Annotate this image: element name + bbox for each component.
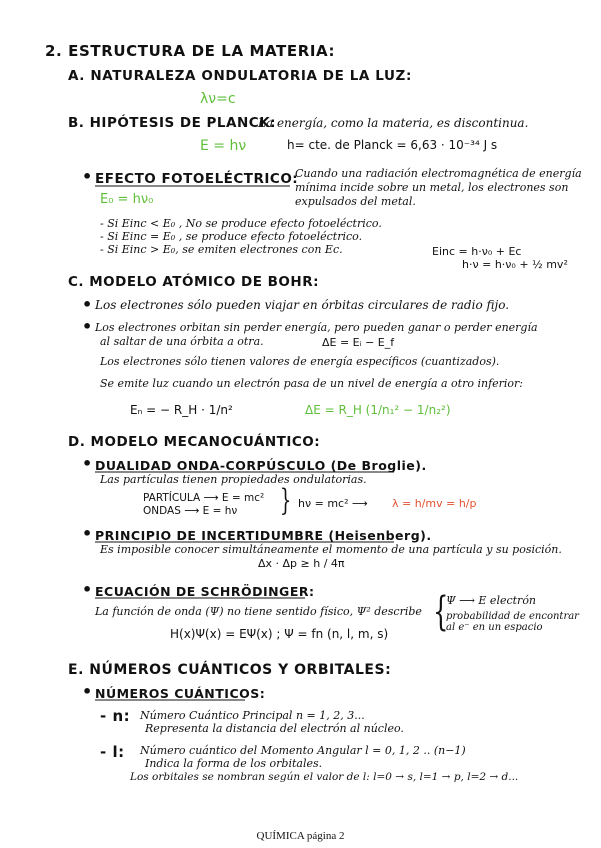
dual-ondas: ONDAS ⟶ E = hν — [143, 505, 238, 517]
foto-label: EFECTO FOTOELÉCTRICO: — [95, 171, 299, 187]
bohr-point-2b: al saltar de una órbita a otra. — [100, 335, 264, 348]
bohr-energy-level: Eₙ = − R_H · 1/n² — [130, 403, 233, 417]
l-text-2: Indica la forma de los orbitales. — [145, 757, 323, 770]
l-text-1: Número cuántico del Momento Angular l = 0, 1, 2 .. (n−1) — [140, 744, 466, 757]
foto-eq-1: Einc = h·ν₀ + Ec — [432, 245, 522, 258]
bohr-point-3: Los electrones sólo tienen valores de energía específicos (cuantizados). — [100, 355, 500, 368]
dual-hv: hν = mc² ⟶ — [298, 497, 368, 510]
bohr-point-2a: Los electrones orbitan sin perder energía, pero pueden ganar o perder energía — [95, 321, 538, 334]
section-title: 2. ESTRUCTURA DE LA MATERIA: — [45, 42, 336, 60]
dual-label: DUALIDAD ONDA-CORPÚSCULO (De Broglie). — [95, 458, 427, 473]
bullet: • — [82, 317, 93, 336]
sch-eq: H(x)Ψ(x) = EΨ(x) ; Ψ = fn (n, l, m, s) — [170, 627, 389, 641]
n-text-2: Representa la distancia del electrón al núcleo. — [145, 722, 404, 735]
formula-planck: E = hν — [200, 138, 247, 154]
l-symbol: - l: — [100, 743, 125, 761]
psi-1: Ψ ⟶ E electrón — [446, 594, 537, 607]
n-symbol: - n: — [100, 707, 131, 725]
l-text-3: Los orbitales se nombran según el valor de l: l=0 → s, l=1 → p, l=2 → d... — [130, 771, 519, 783]
bullet: • — [82, 167, 93, 186]
foto-case-1: - Si Einc < E₀ , No se produce efecto fotoeléctrico. — [100, 217, 382, 230]
heading-c: C. MODELO ATÓMICO DE BOHR: — [68, 274, 319, 290]
sch-label: ECUACIÓN DE SCHRÖDINGER: — [95, 584, 315, 599]
bohr-point-4: Se emite luz cuando un electrón pasa de un nivel de energía a otro inferior: — [100, 377, 524, 390]
foto-desc-3: expulsados del metal. — [295, 195, 416, 208]
de-broglie-eq: λ = h/mv = h/p — [392, 497, 477, 510]
inc-text: Es imposible conocer simultáneamente el momento de una partícula y su posición. — [100, 543, 562, 556]
heading-b: B. HIPÓTESIS DE PLANCK: — [68, 115, 277, 131]
bohr-delta-e: ΔE = Eᵢ − E_f — [322, 336, 395, 349]
foto-desc-1: Cuando una radiación electromagnética de energía — [295, 167, 582, 180]
planck-text: La energía, como la materia, es discontinua. — [258, 116, 529, 130]
heading-e: E. NÚMEROS CUÁNTICOS Y ORBITALES: — [68, 662, 392, 678]
nc-label: NÚMEROS CUÁNTICOS: — [95, 686, 266, 701]
planck-constant: h= cte. de Planck = 6,63 · 10⁻³⁴ J s — [287, 138, 498, 152]
page-footer: QUÍMICA página 2 — [256, 830, 345, 842]
bohr-rydberg: ΔE = R_H (1/n₁² − 1/n₂²) — [305, 403, 451, 417]
bullet: • — [82, 580, 93, 599]
bohr-point-1: Los electrones sólo pueden viajar en órbitas circulares de radio fijo. — [95, 298, 510, 312]
foto-eq-2: h·ν = h·ν₀ + ½ mv² — [462, 258, 568, 271]
bullet: • — [82, 524, 93, 543]
heading-d: D. MODELO MECANOCUÁNTICO: — [68, 434, 321, 450]
inc-label: PRINCIPIO DE INCERTIDUMBRE (Heisenberg). — [95, 528, 432, 543]
foto-desc-2: mínima incide sobre un metal, los electrones son — [295, 181, 569, 194]
foto-case-2: - Si Einc = E₀ , se produce efecto fotoeléctrico. — [100, 230, 363, 243]
brace: } — [279, 483, 292, 518]
bullet: • — [82, 295, 93, 314]
bullet: • — [82, 682, 93, 701]
dual-particula: PARTÍCULA ⟶ E = mc² — [143, 492, 265, 504]
brace: { — [433, 589, 449, 635]
psi-2a: probabilidad de encontrar — [446, 611, 579, 622]
n-text-1: Número Cuántico Principal n = 1, 2, 3... — [140, 709, 365, 722]
sch-text: La función de onda (Ψ) no tiene sentido físico, Ψ² describe — [95, 605, 422, 618]
inc-eq: Δx · Δp ≥ h / 4π — [258, 557, 345, 570]
psi-2b: al e⁻ en un espacio — [446, 622, 543, 633]
dual-text: Las partículas tienen propiedades ondulatorias. — [100, 473, 367, 486]
foto-case-3: - Si Einc > E₀, se emiten electrones con Ec. — [100, 243, 343, 256]
formula-lambda: λν=c — [200, 91, 236, 107]
heading-a: A. NATURALEZA ONDULATORIA DE LA LUZ: — [68, 68, 412, 84]
bullet: • — [82, 454, 93, 473]
formula-e0: E₀ = hν₀ — [100, 192, 154, 207]
